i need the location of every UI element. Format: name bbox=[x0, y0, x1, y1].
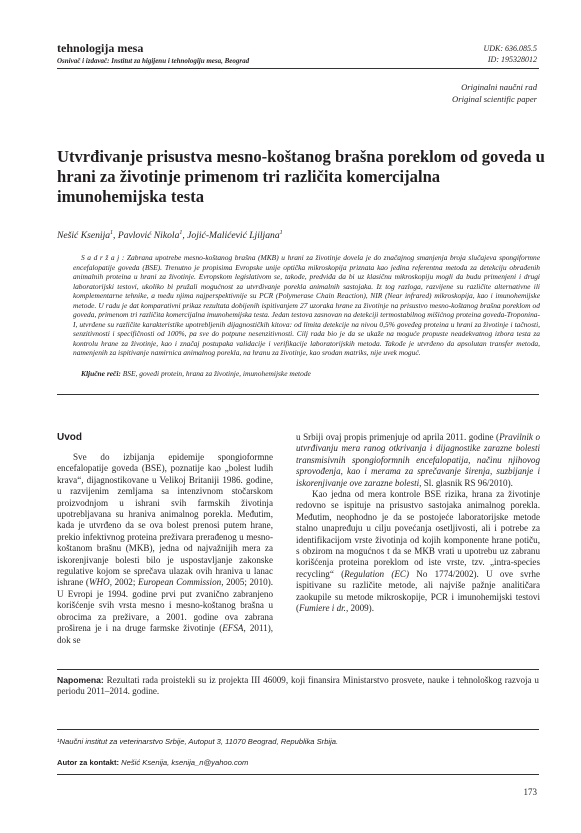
contact-author bbox=[57, 758, 248, 767]
paper-type bbox=[452, 81, 537, 105]
authors: Nešić Ksenija$^1$, Pavlović Nikola$^1$, Jojić-Malićević Ljiljana$^1$ bbox=[57, 230, 283, 242]
udk-code: UDK: 636.085.5 bbox=[483, 44, 537, 53]
paper-type-english: Original scientific paper bbox=[452, 94, 537, 104]
left-column bbox=[57, 452, 273, 646]
id-code: ID: 195328012 bbox=[487, 55, 537, 64]
header-rule bbox=[57, 68, 539, 69]
paper-type-local: Originalni naučni rad bbox=[461, 82, 537, 92]
author-2: Pavlović Nikola bbox=[117, 230, 180, 242]
abstract bbox=[73, 253, 540, 358]
affiliation-footnote: ¹Naučni institut za veterinarstvo Srbije, Autoput 3, 11070 Beograd, Republika Srbija. bbox=[57, 737, 339, 746]
keywords-text: BSE, goveđi protein, hrana za životinje, imunohemijske metode bbox=[122, 369, 311, 378]
abstract-label: S a d r ž a j : bbox=[81, 253, 125, 262]
author-3: Jojić-Malićević Ljiljana bbox=[187, 230, 280, 242]
keywords-label: Ključne reči: bbox=[81, 369, 121, 378]
left-paragraph: Sve do izbijanja epidemije spongioformne encefalopatije goveda (BSE), poznatije kao „bolest ludih krava“, dijagnostikovane u Velikoj Britaniji 1986. godine, u razvijenim zemljama sa intenzivnom stočarskom proizvodnjom u ishrani svih farmskih životinja upotrebljavana su hraniva animalnog porekla. Međutim, kada je utvrđeno da se ova bolest prenosi putem hrane, prekio infektivnog proteina preživara prerađenog u mesno-koštanom brašnu (MKB), jedna od najvažnijih mera za iskorenjivanje bolesti bilo je uspostavljanje zakonske regulative kojom se sprečava ulazak ovih hraniva u lanac ishrane (WHO, 2002; European Commission, 2005; 2010). U Evropi je 1994. godine prvi put zvanično zabranjeno korišćenje svih vrsta mesno i mesno-koštanog brašna u obrocima za preživare, a 2001. godine ova zabrana proširena je i na druge farmske životinje (EFSA, 2011), dok se bbox=[57, 452, 274, 645]
page-number: 173 bbox=[523, 787, 537, 797]
note-rule bbox=[57, 669, 539, 670]
right-paragraph-1: u Srbiji ovaj propis primenjuje od aprila 2011. godine (Pravilnik o utvrđivanju mera ranog otkrivanja i dijagnostike zarazne bolesti transmisivnih spongioformnih encefalopatija, načinu njihovog sprovođenja, kao i merama za sprečavanje širenja, suzbijanje i iskorenjivanje ove zarazne bolesti, Sl. glasnik RS 96/2010). bbox=[296, 432, 541, 488]
footer-rule bbox=[57, 774, 539, 775]
journal-name: tehnologija mesa bbox=[57, 41, 144, 55]
note-label: Napomena: bbox=[57, 675, 104, 685]
publisher-line: Osnivač i izdavač: Institut za higijenu i tehnologiju mesa, Beograd bbox=[57, 57, 250, 65]
classification-ids bbox=[483, 43, 537, 65]
contact-label: Autor za kontakt: bbox=[57, 758, 120, 767]
keywords bbox=[81, 369, 311, 378]
note-text: Rezultati rada proistekli su iz projekta III 46009, koji finansira Ministarstvo prosvete, nauke i tehnološkog razvoja u periodu 2011–2014. godine. bbox=[57, 675, 539, 697]
abstract-rule bbox=[57, 394, 539, 395]
abstract-text: Zabrana upotrebe mesno-koštanog brašna (MKB) u hrani za životinje dovela je do značajnog smanjenja broja slučajeva spongiformne encefalopatije goveda (BSE). Trenutno je propisima Evropske unije optička mikroskopija priznata kao jedina referentna metoda za detekciju obrađenih animalnih proteina u hrani za životinje. Evropskom legislativom se, takođe, predviđa da bi uz klasičnu mikroskopiju mogli da budu primenjeni i drugi laboratorijski testovi, ukoliko bi pružali mogućnost za utvrđivanje porekla animalnih sastojaka. Iz tog razloga, razvijene su različite alternativne ili komplementarne tehnike, a među njima najperspektivnije su PCR (Polymerase Chain Reaction), NIR (Near infrared) mikroskopija, kao i imunohemijske metode. U radu je dat komparativni prikaz rezultata dobijenih ispitivanjem 27 uzoraka hrane za životinje na prisustvo mesno-koštanog brašna poreklom od goveda, primenom tri različita komercijalna imunohemijska testa. Jedan testova zasnovan na detekciji termostabilnog mišićnog proteina goveda-Troponina-I, utvrđene su različite karakteristike upotrebljenih dijagnostičkih kitova: od limita detekcije na nivou 0,5% goveđeg proteina u hrani za životinje i tačnosti, senzitivnosti i specifičnosti od 100%, pa sve do potpune nesenzitivnosti. Cilj rada bio je da se ukaže na moguće propuste neadekvatnog izbora testa za kontrolu hrane za životinje, kao i značaj postupaka validacije i verifikacije laboratorijskih metoda. Takođe je utvrđeno da apsolutan transfer metoda, namenjenih za ispitivanje namirnica animalnog porekla, na hranu za životinje, kao srodan matriks, nije uvek moguć. bbox=[73, 253, 541, 357]
right-column bbox=[296, 432, 540, 615]
contact-text: Nešić Ksenija, ksenija_n@yahoo.com bbox=[121, 758, 249, 767]
author-1: Nešić Ksenija bbox=[57, 230, 111, 242]
footnote-rule bbox=[57, 729, 539, 730]
funding-note bbox=[57, 675, 539, 698]
article-title: Utvrđivanje prisustva mesno-koštanog brašna poreklom od goveda u hrani za životinje primenom tri različita komercijalna imunohemijska testa bbox=[57, 147, 545, 206]
right-paragraph-2: Kao jedna od mera kontrole BSE rizika, hrana za životinje redovno se ispituje na prisustvo sastojaka animalnog porekla. Međutim, neophodno je da se postojeće laboratorijske metode stalno unapređuju u cilju povećanja osetljivosti, ali i potrebe za identifikacijom vrste životinja od kojih komponente hrane potiču, s obzirom na mogućnos t da se MKB vrati u upotrebu uz zabranu korišćenja proteina poreklom od iste vrste, tzv. „intra-species recycling“ (Regulation (EC) No 1774/2002). U ove svrhe ispitivane su različite metode, ali najviše pažnje analitičara zaokupile su metode mikroskopije, PCR i imunohemijski testovi (Fumiere i dr., 2009). bbox=[296, 489, 540, 614]
section-heading: Uvod bbox=[57, 432, 82, 443]
